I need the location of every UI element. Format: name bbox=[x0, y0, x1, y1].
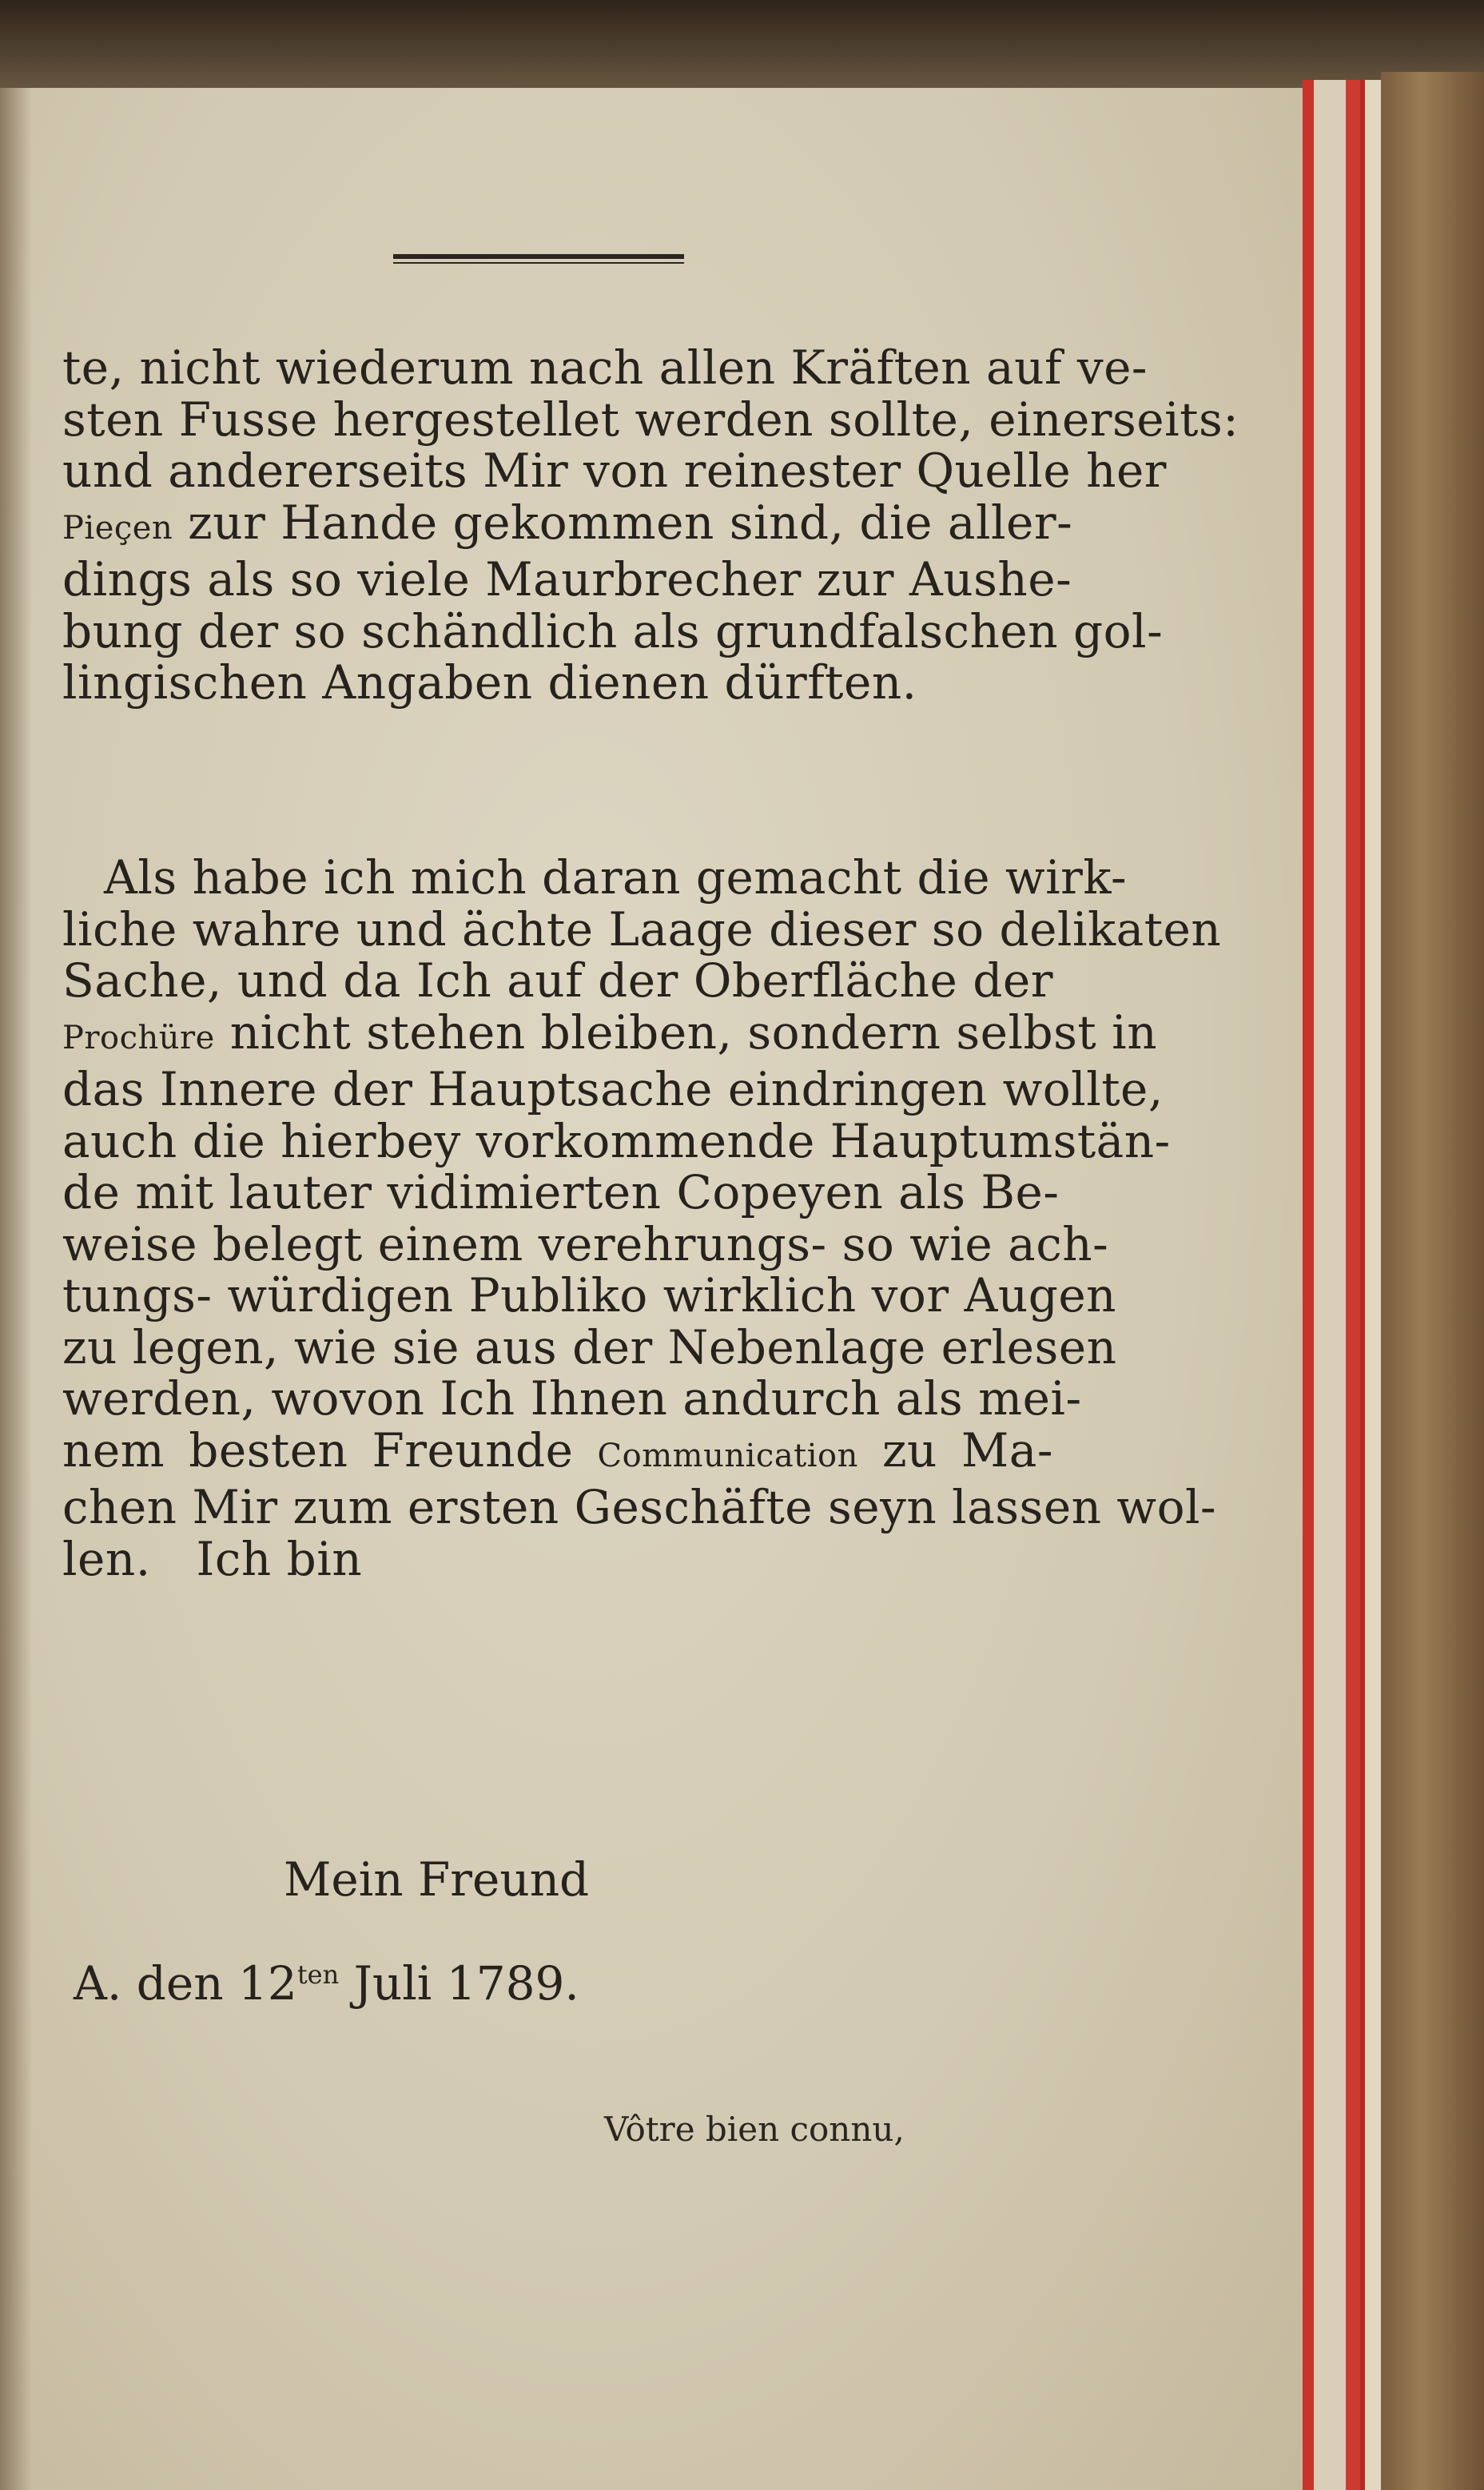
book-top-edge bbox=[0, 0, 1484, 96]
text-line: dings als so viele Maurbrecher zur Aushe- bbox=[62, 552, 1072, 607]
text-line: de mit lauter vidimierten Copeyen als Be- bbox=[62, 1165, 1060, 1219]
paragraph-1 bbox=[62, 340, 1239, 710]
text-line: bung der so schändlich als grundfalschen gol- bbox=[62, 603, 1164, 658]
text-line: te, nicht wiederum nach allen Kräften auf ve- bbox=[62, 340, 1148, 395]
dateline: A. den $12^{ten}$ Juli 1789. bbox=[74, 1956, 579, 2011]
page-edge-stack bbox=[1314, 80, 1346, 2490]
text-line: Prochüre nicht stehen bleiben, sondern selbst in bbox=[62, 1004, 1158, 1060]
text-line: auch die hierbey vorkommende Hauptumstän- bbox=[62, 1113, 1171, 1168]
paragraph-2 bbox=[62, 850, 1222, 1586]
text-line: und andererseits Mir von reinester Quelle her bbox=[62, 444, 1167, 498]
text-line: zu legen, wie sie aus der Nebenlage erlesen bbox=[62, 1319, 1117, 1374]
signature: Vôtre bien connu, bbox=[604, 2110, 905, 2149]
text-line: chen Mir zum ersten Geschäfte seyn lassen wol- bbox=[62, 1480, 1217, 1534]
text-line: Sache, und da Ich auf der Oberfläche der bbox=[62, 953, 1053, 1008]
closing-salutation: Mein Freund bbox=[284, 1852, 590, 1907]
text-line: tungs- würdigen Publiko wirklich vor Augen bbox=[62, 1268, 1117, 1323]
book-cover-spine bbox=[1381, 72, 1484, 2490]
page-gutter bbox=[0, 88, 32, 2490]
text-line: liche wahre und ächte Laage dieser so delikaten bbox=[62, 901, 1222, 957]
text-line: lingischen Angaben dienen dürften. bbox=[62, 655, 917, 710]
text-line: Pieçen zur Hande gekommen sind, die aller- bbox=[62, 495, 1073, 550]
text-line: Als habe ich mich daran gemacht die wirk- bbox=[104, 850, 1128, 905]
text-line: das Innere der Hauptsache eindringen wollte, bbox=[62, 1062, 1164, 1116]
page-edge-red bbox=[1360, 80, 1365, 2490]
page-edge-red bbox=[1346, 80, 1360, 2490]
text-line: len. Ich bin bbox=[62, 1531, 363, 1586]
text-line: werden, wovon Ich Ihnen andurch als mei- bbox=[62, 1371, 1082, 1426]
text-line: sten Fusse hergestellet werden sollte, einerseits: bbox=[62, 392, 1239, 447]
header-rule bbox=[393, 254, 684, 264]
page-edge-red bbox=[1303, 80, 1314, 2490]
text-line: weise belegt einem verehrungs- so wie ach- bbox=[62, 1216, 1109, 1271]
text-line: nem besten Freunde Communication zu Ma- bbox=[62, 1422, 1053, 1478]
